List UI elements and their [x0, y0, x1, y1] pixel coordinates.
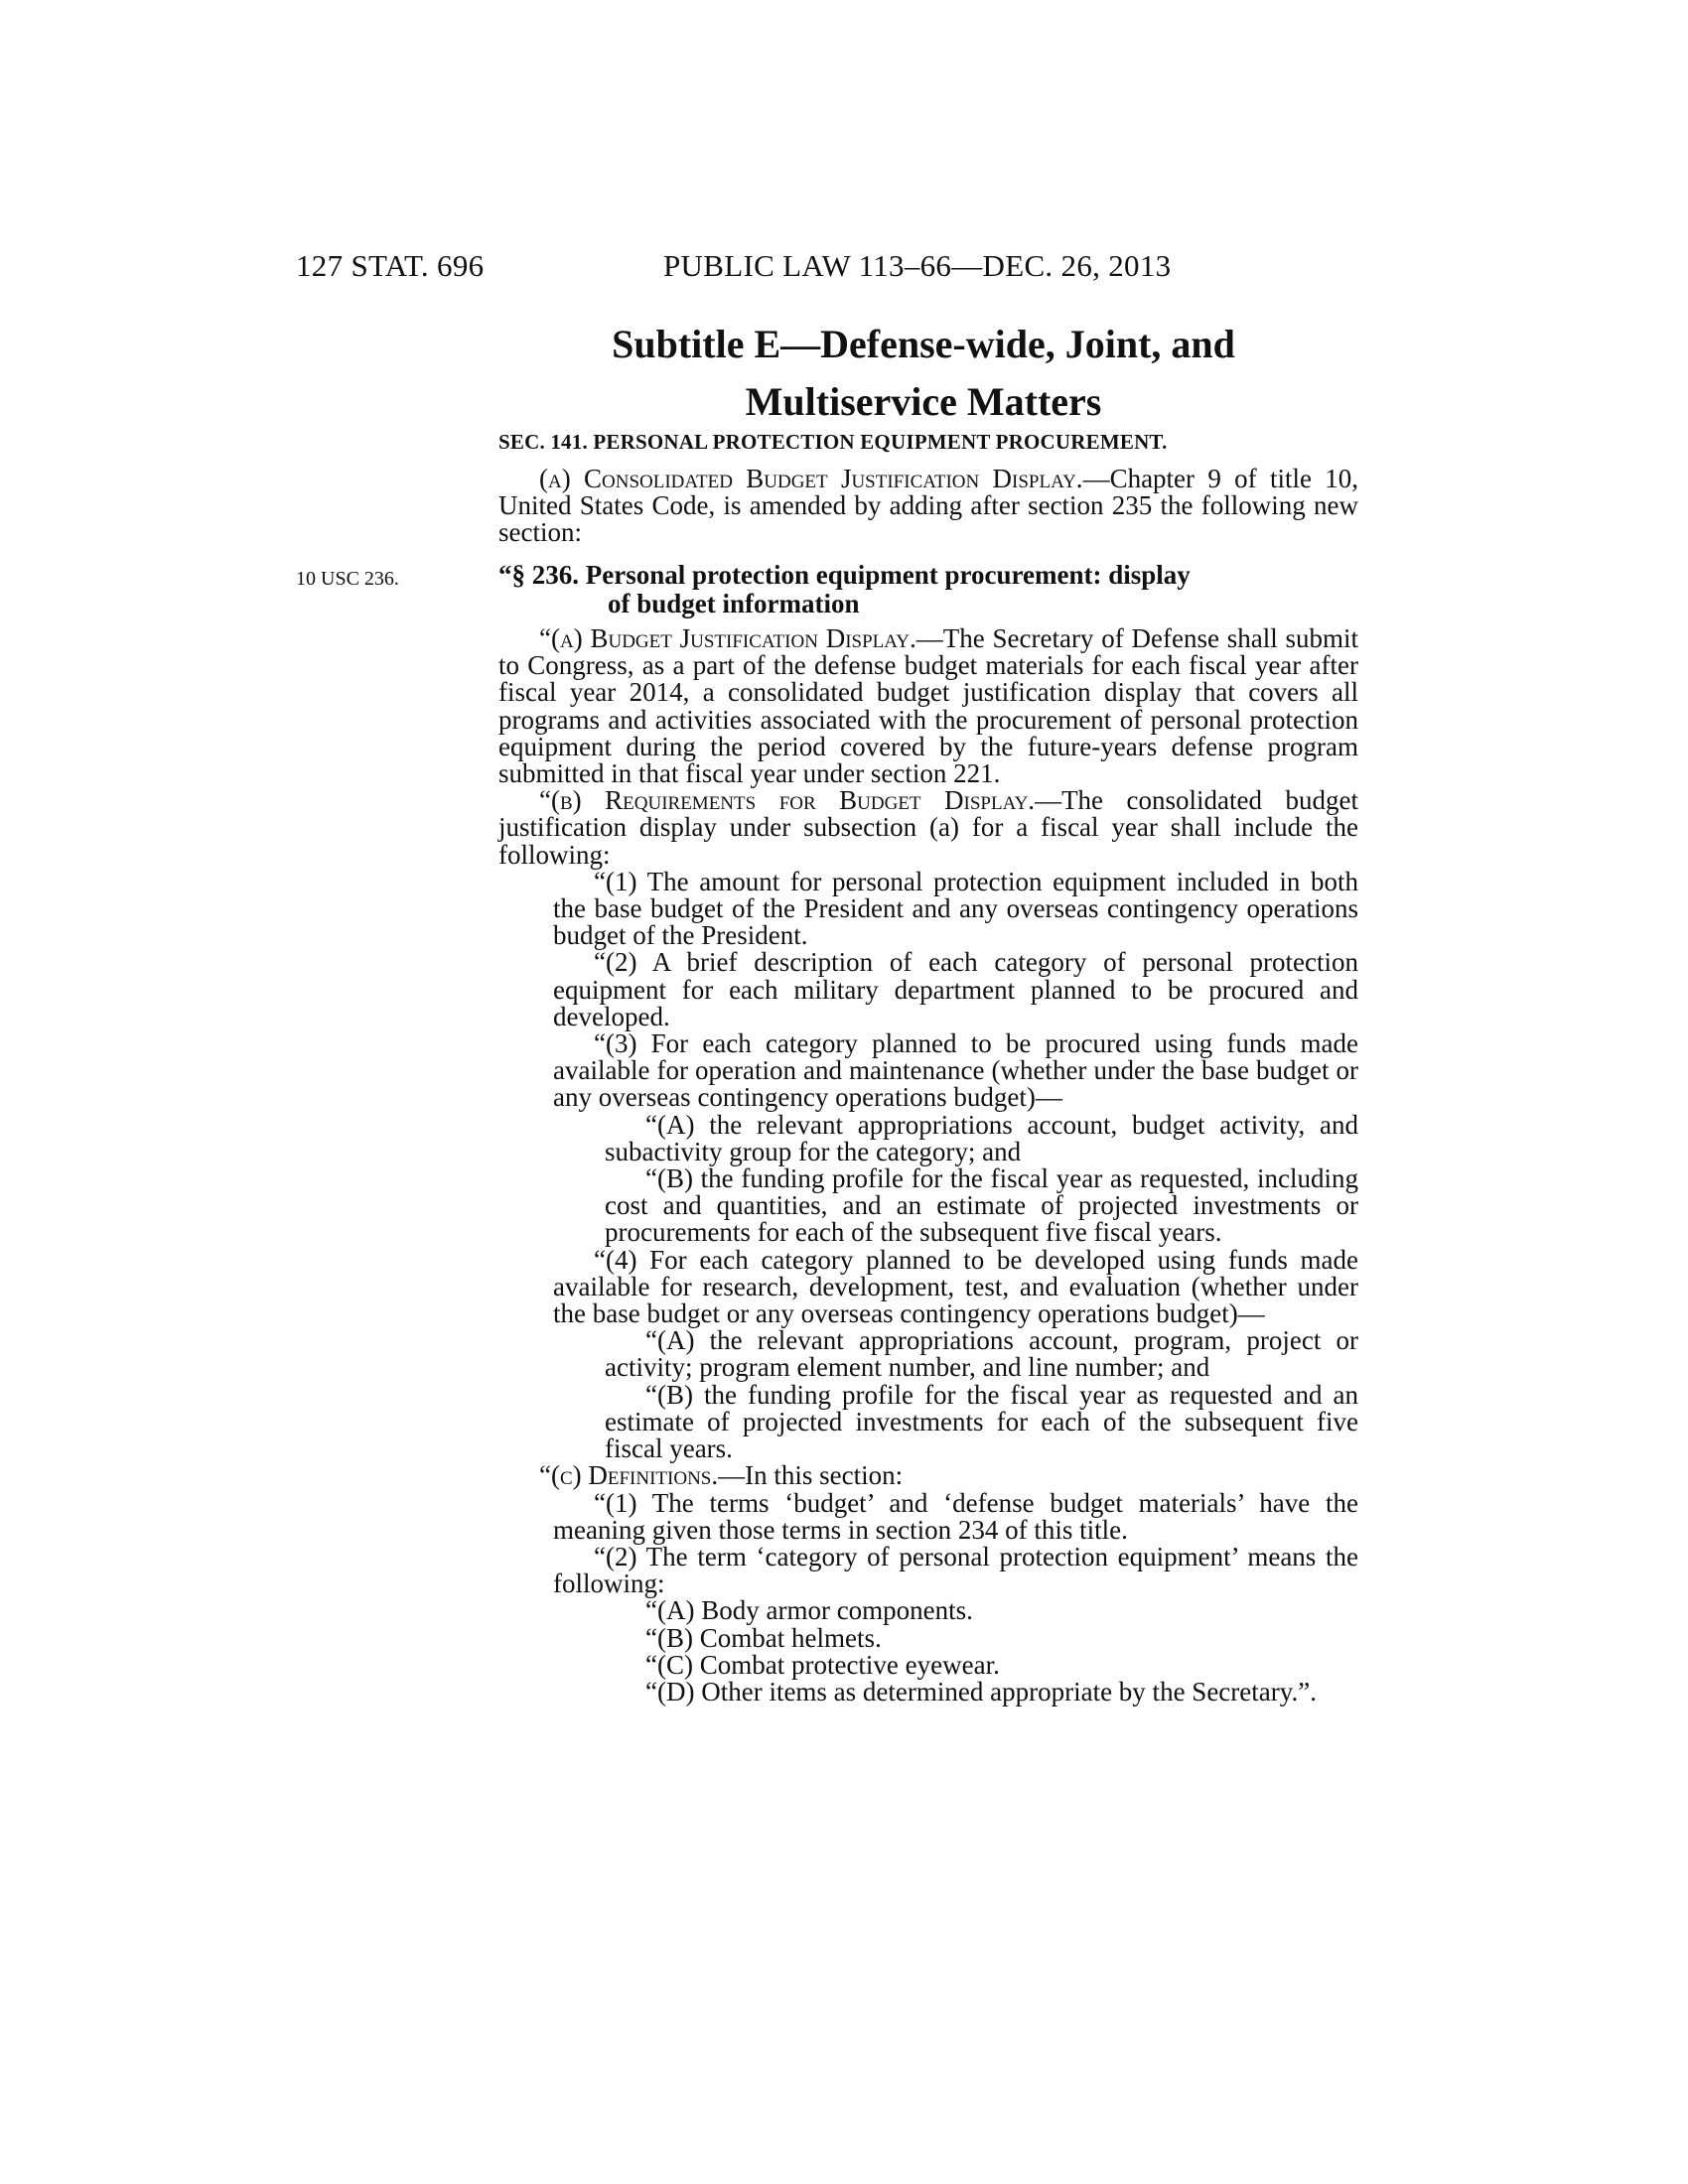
subsection-b-text: —The consolidated budget justification display under subsection (a) for a fiscal year shall include the following: — [498, 785, 1358, 870]
paragraph-b1: “(1) The amount for personal protection equipment included in both the base budget of the President and any overseas contingency operations budget of the President. — [553, 866, 1358, 951]
subsection-a-text: —The Secretary of Defense shall submit to Congress, as a part of the defense budget materials for each fiscal year after fiscal year 2014, a consolidated budget justification display that covers all programs and activities associated with the procurement of personal protection equipment during the period covered by the future-years defense program submitted in that fiscal year under section 221. — [498, 623, 1359, 789]
subsection-a — [498, 625, 1358, 787]
subparagraph-c2d: “(D) Other items as determined appropriate by the Secretary.”. — [645, 1676, 1317, 1706]
subsection-b-caption: “(b) Requirements for Budget Display. — [539, 785, 1036, 816]
subparagraph-b3a: “(A) the relevant appropriations account, budget activity, and subactivity group for the category; and — [605, 1109, 1358, 1166]
subsection-a-caption: “(a) Budget Justification Display. — [539, 623, 916, 653]
subparagraph-c2b: “(B) Combat helmets. — [645, 1622, 882, 1653]
subsection-c-text: —In this section: — [718, 1460, 904, 1491]
paragraph-b4: “(4) For each category planned to be developed using funds made available for research, development, test, and evaluation (whether under the base budget or any overseas contingency operations budget)— — [553, 1244, 1358, 1329]
section-body — [498, 625, 1358, 1706]
subtitle-line-1: Subtitle E—Defense-wide, Joint, and — [612, 322, 1235, 366]
amendment-paragraph — [498, 466, 1358, 547]
subsection-c — [498, 1462, 1358, 1489]
subparagraph-b3b: “(B) the funding profile for the fiscal year as requested, including cost and quantities, and an estimate of projected investments or procurements for each of the subsequent five fiscal years. — [605, 1163, 1358, 1248]
subparagraph-b4b: “(B) the funding profile for the fiscal year as requested and an estimate of projected investments for each of the subsequent five fiscal years. — [605, 1379, 1358, 1464]
subparagraph-c2a: “(A) Body armor components. — [645, 1595, 973, 1626]
section-heading: SEC. 141. PERSONAL PROTECTION EQUIPMENT PROCUREMENT. — [498, 430, 1168, 454]
subsection-c-caption: “(c) Definitions. — [539, 1460, 719, 1491]
subparagraph-c2c: “(C) Combat protective eyewear. — [645, 1649, 1000, 1680]
paragraph-c2: “(2) The term ‘category of personal protection equipment’ means the following: — [553, 1541, 1358, 1599]
new-section-title-line-1: “§ 236. Personal protection equipment procurement: display — [498, 560, 1191, 590]
public-law-header: PUBLIC LAW 113–66—DEC. 26, 2013 — [663, 248, 1172, 283]
margin-note: 10 USC 236. — [296, 568, 399, 590]
subsection-b — [498, 787, 1358, 869]
subtitle-line-2: Multiservice Matters — [745, 379, 1102, 424]
new-section-title-line-2: of budget information — [608, 589, 860, 618]
statute-page-number: 127 STAT. 696 — [296, 248, 485, 283]
paragraph-b2: “(2) A brief description of each category of personal protection equipment for each military department planned to be procured and developed. — [553, 947, 1358, 1031]
subparagraph-b4a: “(A) the relevant appropriations account, program, project or activity; program element number, and line number; and — [605, 1325, 1358, 1383]
amendment-text: —Chapter 9 of title 10, United States Code, is amended by adding after section 235 the following new section: — [498, 464, 1358, 548]
amendment-caption: (a) Consolidated Budget Justification Display. — [539, 464, 1083, 493]
paragraph-c1: “(1) The terms ‘budget’ and ‘defense budget materials’ have the meaning given those terms in section 234 of this title. — [553, 1487, 1358, 1545]
paragraph-b3: “(3) For each category planned to be procured using funds made available for operation and maintenance (whether under the base budget or any overseas contingency operations budget)— — [553, 1028, 1358, 1113]
subtitle-heading — [496, 316, 1350, 431]
new-section-title — [498, 561, 1358, 618]
